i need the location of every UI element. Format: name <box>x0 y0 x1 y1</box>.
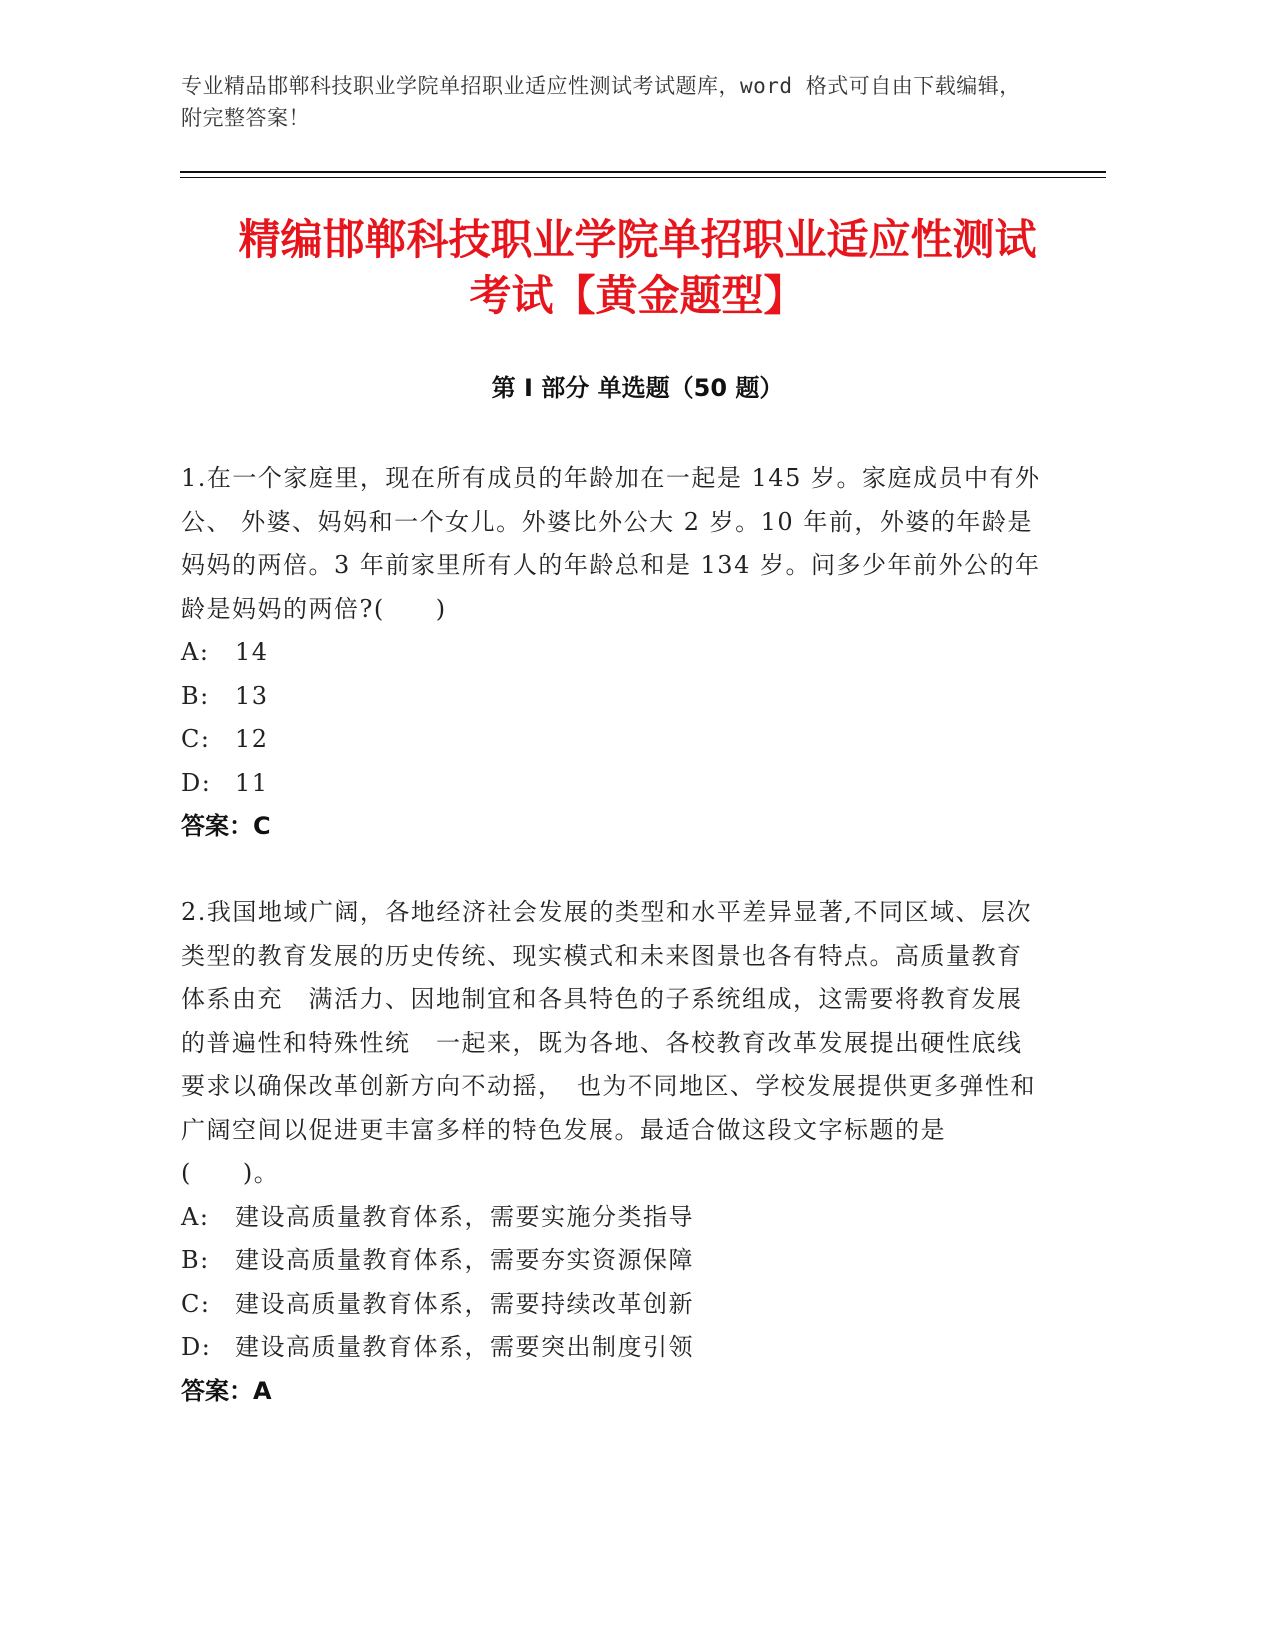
document-title-line-2: 考试【黄金题型】 <box>469 271 806 320</box>
option-letter: A: <box>181 638 210 666</box>
header-note: 专业精品邯郸科技职业学院单招职业适应性测试考试题库，word 格式可自由下载编辑，附完整答案！ <box>181 74 1021 130</box>
question-stem: 2.我国地域广阔，各地经济社会发展的类型和水平差异显著,不同区域、层次 类型的教育发展的历史传统、现实模式和未来图景也各有特点。高质量教育体系由充 满活力、因地制宜和各具特色的子系统组成，这需要将教育发展的普遍性和特殊性统 一起来，既为各地、各校教育改革发展提出硬性底线要求以确保改革创新方向不动摇， 也为不同地区、学校发展提供更多弹性和广阔空间以促进更丰富多样的特色发展。最适合做这段文字标题的是( )。 <box>181 898 1058 1187</box>
option-d <box>181 1326 1041 1370</box>
option-text: 12 <box>235 725 269 753</box>
header-divider-thick <box>180 171 1106 173</box>
option-letter: B: <box>181 681 210 710</box>
option-letter: C: <box>181 1289 211 1318</box>
option-text: 建设高质量教育体系，需要实施分类指导 <box>235 1202 694 1231</box>
section-heading: 第 I 部分 单选题（50 题） <box>491 374 784 402</box>
option-b <box>181 675 1041 719</box>
option-a <box>181 631 1041 675</box>
option-text: 建设高质量教育体系，需要持续改革创新 <box>235 1289 694 1318</box>
question-1 <box>181 457 1041 849</box>
option-c <box>181 718 1041 762</box>
option-d <box>181 762 1041 806</box>
option-text: 11 <box>235 768 269 797</box>
option-list <box>181 631 1041 805</box>
option-text: 14 <box>235 638 269 666</box>
option-b <box>181 1239 1041 1283</box>
option-a <box>181 1196 1041 1240</box>
option-list <box>181 1196 1041 1370</box>
option-letter: B: <box>181 1246 210 1274</box>
question-stem: 1.在一个家庭里，现在所有成员的年龄加在一起是 145 岁。家庭成员中有外公、 外婆、妈妈和一个女儿。外婆比外公大 2 岁。10 年前，外婆的年龄是妈妈的两倍。3 年前家里所有人的年龄总和是 134 岁。问多少年前外公的年龄是妈妈的两倍?( ) <box>181 464 1041 623</box>
option-letter: C: <box>181 725 211 753</box>
option-text: 13 <box>235 681 269 710</box>
document-title <box>160 212 1115 324</box>
option-text: 建设高质量教育体系，需要突出制度引领 <box>235 1333 694 1361</box>
option-letter: D: <box>181 768 212 797</box>
option-c <box>181 1283 1041 1327</box>
answer-line: 答案：C <box>181 812 271 840</box>
document-title-line-1: 精编邯郸科技职业学院单招职业适应性测试 <box>238 215 1037 264</box>
option-letter: A: <box>181 1202 210 1231</box>
answer-line: 答案：A <box>181 1376 272 1405</box>
question-2 <box>181 891 1058 1413</box>
option-letter: D: <box>181 1333 212 1361</box>
option-text: 建设高质量教育体系，需要夯实资源保障 <box>235 1246 694 1274</box>
header-divider-thin <box>180 177 1106 178</box>
